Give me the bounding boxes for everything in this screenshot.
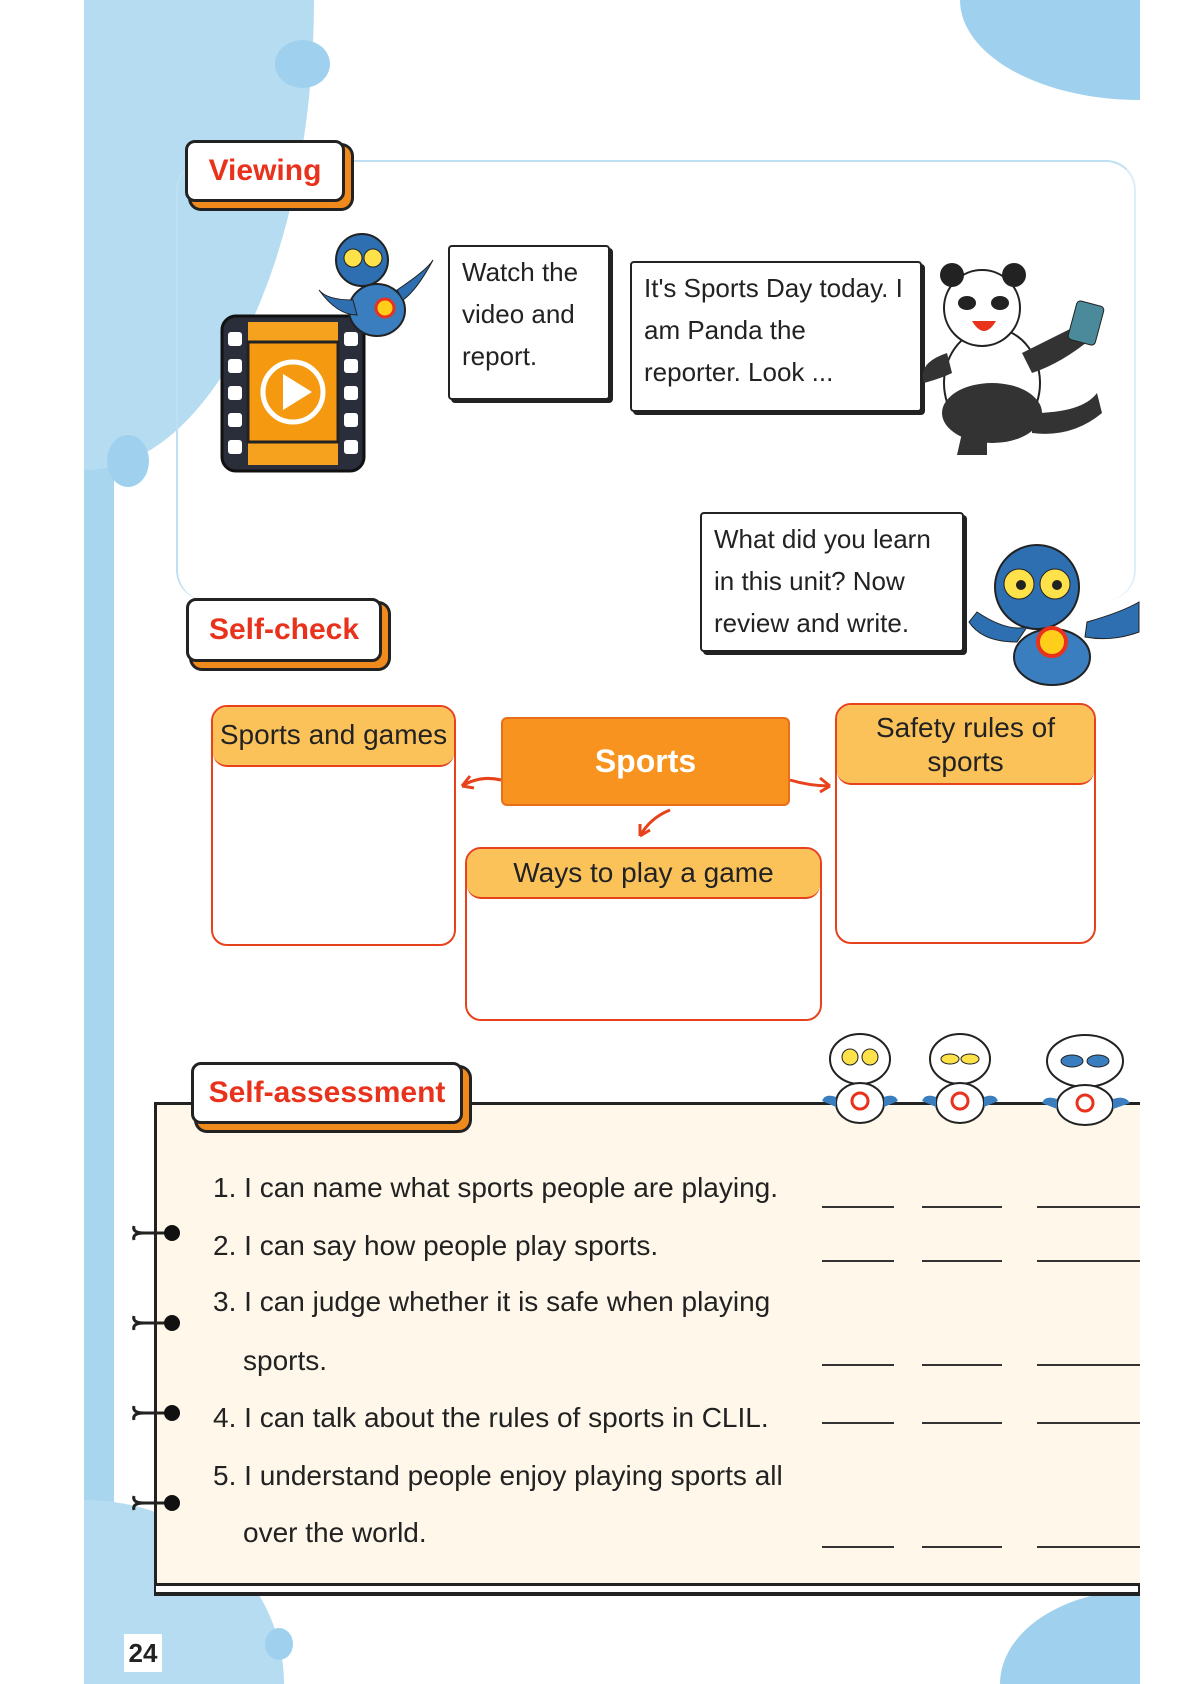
robot-mascot xyxy=(317,220,435,344)
self-check-label: Self-check xyxy=(186,598,382,662)
mindmap-branch-sports-and-games[interactable] xyxy=(211,705,456,946)
assessment-item-2: 2. I can say how people play sports. xyxy=(213,1230,659,1261)
rating-blank[interactable] xyxy=(822,1364,894,1366)
branch-header: Ways to play a game xyxy=(467,849,820,899)
binder-ring-icon xyxy=(130,1220,182,1246)
assessment-item-3-cont: sports. xyxy=(243,1345,328,1376)
rating-blank[interactable] xyxy=(1037,1260,1140,1262)
rating-blank[interactable] xyxy=(1037,1364,1140,1366)
happy-robot-icon xyxy=(822,1034,898,1123)
selfcheck-speech-bubble: What did you learn in this unit? Now review and write. xyxy=(700,512,964,652)
branch-header: Sports and games xyxy=(213,707,454,767)
rating-blank[interactable] xyxy=(922,1546,1002,1548)
decor-dot xyxy=(275,40,330,88)
mindmap-branch-safety-rules[interactable] xyxy=(835,703,1096,944)
mindmap-center: Sports xyxy=(501,717,790,806)
rating-blank[interactable] xyxy=(922,1422,1002,1424)
decor-dot xyxy=(107,435,149,487)
assessment-item-3: 3. I can judge whether it is safe when playing xyxy=(213,1286,771,1317)
rating-blank[interactable] xyxy=(922,1206,1002,1208)
neutral-robot-icon xyxy=(922,1034,998,1123)
robot-mascot xyxy=(967,532,1140,688)
decor-blob xyxy=(960,0,1140,100)
rating-blank[interactable] xyxy=(1037,1206,1140,1208)
rating-blank[interactable] xyxy=(1037,1546,1140,1548)
self-assessment-label: Self-assessment xyxy=(191,1062,463,1124)
branch-header: Safety rules of sports xyxy=(837,705,1094,785)
rating-robots xyxy=(820,1021,1140,1131)
binder-ring-icon xyxy=(130,1490,182,1516)
binder-ring-icon xyxy=(130,1400,182,1426)
mindmap-branch-ways-to-play[interactable] xyxy=(465,847,822,1021)
rating-blank[interactable] xyxy=(1037,1422,1140,1424)
panda-mascot xyxy=(922,263,1107,457)
assessment-item-5: 5. I understand people enjoy playing sports all xyxy=(213,1460,783,1491)
rating-blank[interactable] xyxy=(822,1260,894,1262)
rating-blank[interactable] xyxy=(922,1364,1002,1366)
mindmap-arrows xyxy=(450,750,850,850)
panda-speech-bubble: It's Sports Day today. I am Panda the reporter. Look ... xyxy=(630,261,922,412)
viewing-speech-bubble: Watch the video and report. xyxy=(448,245,610,400)
rating-blank[interactable] xyxy=(822,1546,894,1548)
rating-blank[interactable] xyxy=(822,1422,894,1424)
rating-blank[interactable] xyxy=(922,1260,1002,1262)
assessment-item-4: 4. I can talk about the rules of sports in CLIL. xyxy=(213,1402,769,1433)
decor-dot xyxy=(265,1628,293,1660)
assessment-item-1: 1. I can name what sports people are playing. xyxy=(213,1172,779,1203)
decor-blob xyxy=(1000,1590,1140,1684)
sad-robot-icon xyxy=(1042,1035,1130,1125)
viewing-label: Viewing xyxy=(185,140,345,202)
page-number: 24 xyxy=(124,1634,162,1672)
rating-blank[interactable] xyxy=(822,1206,894,1208)
assessment-item-5-cont: over the world. xyxy=(243,1517,427,1548)
binder-ring-icon xyxy=(130,1310,182,1336)
